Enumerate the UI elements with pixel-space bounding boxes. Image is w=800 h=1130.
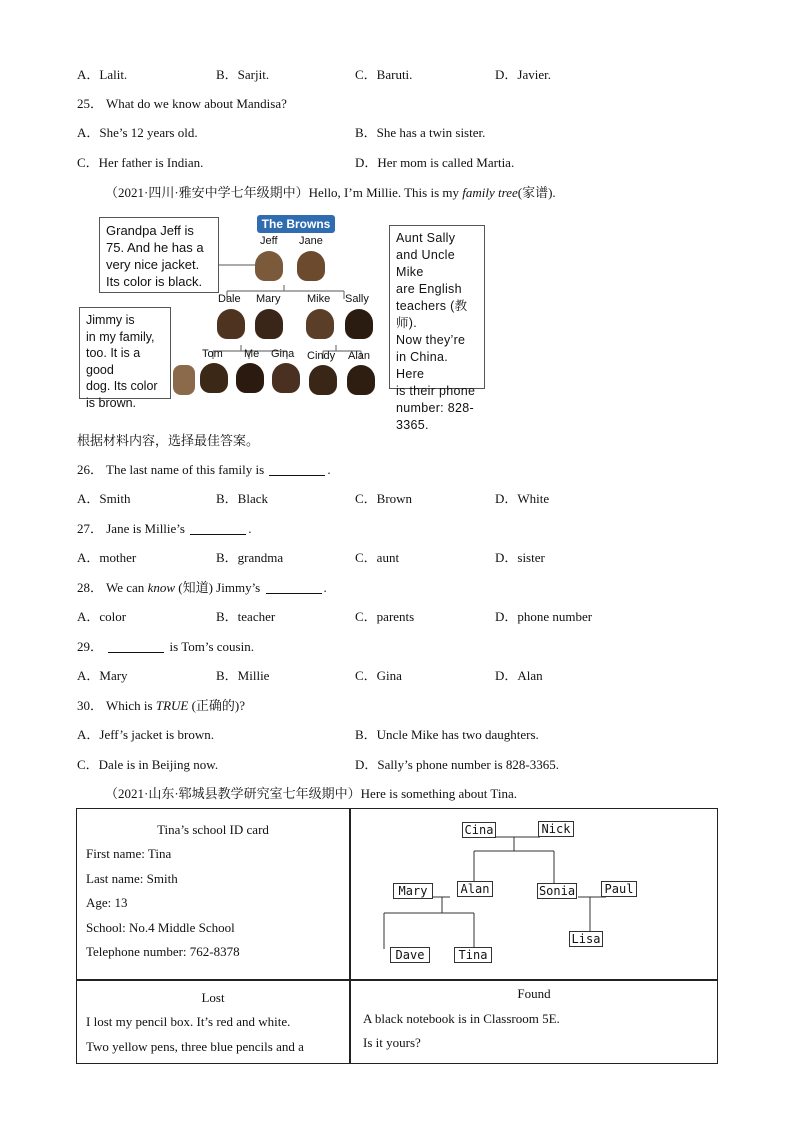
passage2-intro — [105, 182, 556, 201]
q27-text-end: . — [248, 521, 252, 536]
name-jane: Jane — [299, 235, 323, 247]
q26-text: 26． The last name of this family is — [77, 462, 268, 477]
id-card-first-name: First name: Tina — [86, 846, 172, 861]
q28-text-mid: (知道) Jimmy’s — [175, 580, 264, 595]
bubble-line: is their phone — [396, 384, 476, 398]
id-card-title: Tina’s school ID card — [157, 822, 269, 837]
found-line-1: A black notebook is in Classroom 5E. — [363, 1011, 560, 1026]
passage3-intro: （2021·山东·郓城县教学研究室七年级期中）Here is something about Tina. — [105, 786, 518, 801]
face-alan — [347, 365, 375, 395]
q30-text: 30． Which is — [77, 698, 156, 713]
bubble-line: Grandpa Jeff is — [106, 223, 194, 238]
q26-option-c: C．Brown — [355, 491, 413, 506]
lost-line-1: I lost my pencil box. It’s red and white. — [86, 1014, 291, 1029]
q30-option-c: C．Dale is in Beijing now. — [77, 757, 219, 772]
instruction: 根据材料内容，选择最佳答案。 — [77, 433, 260, 448]
answer-blank — [266, 581, 322, 594]
bubble-line: and Uncle Mike — [396, 248, 455, 279]
q29-option-d: D．Alan — [495, 668, 543, 683]
q30-option-a: A．Jeff’s jacket is brown. — [77, 727, 214, 742]
tree2-tina: Tina — [454, 947, 492, 963]
face-dale — [217, 309, 245, 339]
name-jeff: Jeff — [260, 235, 278, 247]
found-line-2: Is it yours? — [363, 1035, 421, 1050]
id-card-school: School: No.4 Middle School — [86, 920, 235, 935]
bubble-line: 75. And he has a — [106, 240, 204, 255]
q30-option-d: D．Sally’s phone number is 828-3365. — [355, 757, 560, 772]
tina-info-table — [76, 808, 718, 1064]
q25-option-b: B．She has a twin sister. — [355, 125, 486, 140]
q30-option-b: B．Uncle Mike has two daughters. — [355, 727, 539, 742]
answer-blank — [269, 463, 325, 476]
family-banner: The Browns — [257, 215, 335, 233]
face-mary — [255, 309, 283, 339]
name-gina: Gina — [271, 348, 295, 360]
family-tree-figure — [77, 213, 487, 432]
q25-stem: 25． What do we know about Mandisa? — [77, 96, 287, 111]
lost-line-2: Two yellow pens, three blue pencils and a — [86, 1039, 304, 1054]
q26-stem — [77, 459, 331, 478]
bubble-line: Its color is black. — [106, 274, 203, 289]
answer-blank — [190, 522, 246, 535]
tree2-alan: Alan — [457, 881, 493, 897]
bubble-line: too. It is a good — [86, 346, 141, 377]
q28-text-end: . — [323, 580, 327, 595]
id-card-age: Age: 13 — [86, 895, 128, 910]
tree2-paul: Paul — [601, 881, 637, 897]
tree2-lisa: Lisa — [569, 931, 603, 947]
name-sally: Sally — [345, 293, 369, 305]
tree2-dave: Dave — [390, 947, 430, 963]
q28-italic: know — [147, 580, 176, 595]
face-mike — [306, 309, 334, 339]
q27-text: 27． Jane is Millie’s — [77, 521, 189, 536]
q30-italic: TRUE — [155, 698, 189, 713]
name-me: Me — [244, 348, 260, 360]
q28-text: 28． We can — [77, 580, 148, 595]
q29-option-a: A．Mary — [77, 668, 128, 683]
q24-option-b: B．Sarjit. — [216, 67, 270, 82]
q26-option-d: D．White — [495, 491, 550, 506]
q27-option-c: C．aunt — [355, 550, 400, 565]
face-gina — [272, 363, 300, 393]
bubble-line: is brown. — [86, 395, 137, 410]
id-card-telephone: Telephone number: 762-8378 — [86, 944, 240, 959]
found-title: Found — [517, 986, 551, 1001]
name-tom: Tom — [202, 348, 223, 360]
tree2-sonia: Sonia — [538, 884, 576, 898]
q28-option-c: C．parents — [355, 609, 415, 624]
bubble-line: are English — [396, 282, 462, 296]
bubble-line: very nice jacket. — [106, 257, 200, 272]
bubble-line: teachers (教师). — [396, 299, 468, 330]
q24-option-a: A．Lalit. — [77, 67, 128, 82]
passage2-text: Hello, I’m Millie. This is my — [308, 185, 463, 200]
passage2-text-end: (家谱). — [517, 185, 556, 200]
q24-option-c: C．Baruti. — [355, 67, 413, 82]
bubble-line: Aunt Sally — [396, 231, 456, 245]
name-cindy: Cindy — [307, 350, 336, 362]
name-mike: Mike — [307, 293, 331, 305]
tree2-nick: Nick — [538, 821, 574, 837]
bubble-line: in China. Here — [396, 350, 449, 381]
bubble-line: 3365. — [396, 418, 429, 432]
face-sally — [345, 309, 373, 339]
q30-stem — [77, 695, 245, 714]
face-tom — [200, 363, 228, 393]
face-jane — [297, 251, 325, 281]
table-divider-horizontal — [77, 979, 717, 981]
q29-stem — [77, 636, 254, 655]
q29-option-c: C．Gina — [355, 668, 402, 683]
q25-option-d: D．Her mom is called Martia. — [355, 155, 515, 170]
face-me — [236, 363, 264, 393]
q27-option-b: B．grandma — [216, 550, 284, 565]
q25-option-c: C．Her father is Indian. — [77, 155, 204, 170]
name-mary: Mary — [256, 293, 281, 305]
bubble-line: in my family, — [86, 329, 155, 344]
q26-option-b: B．Black — [216, 491, 268, 506]
face-cindy — [309, 365, 337, 395]
name-alan: Alan — [348, 350, 371, 362]
lost-title: Lost — [201, 990, 225, 1005]
dog-icon — [173, 365, 195, 395]
q28-option-b: B．teacher — [216, 609, 276, 624]
q28-option-a: A．color — [77, 609, 127, 624]
q26-option-a: A．Smith — [77, 491, 131, 506]
q30-text-end: (正确的)? — [188, 698, 246, 713]
bubble-line: number: 828- — [396, 401, 474, 415]
q29-option-b: B．Millie — [216, 668, 270, 683]
q27-stem — [77, 518, 251, 537]
name-dale: Dale — [218, 293, 241, 305]
q28-stem — [77, 577, 327, 596]
q27-option-d: D．sister — [495, 550, 545, 565]
passage2-italic: family tree — [462, 185, 518, 200]
q29-text-end: is Tom’s cousin. — [166, 639, 254, 654]
q27-option-a: A．mother — [77, 550, 137, 565]
bubble-line: Now they’re — [396, 333, 466, 347]
q29-text: 29． — [77, 639, 107, 654]
face-jeff — [255, 251, 283, 281]
passage2-source: （2021·四川·雅安中学七年级期中） — [105, 185, 309, 200]
bubble-line: dog. Its color — [86, 379, 158, 393]
q25-option-a: A．She’s 12 years old. — [77, 125, 198, 140]
tree2-mary: Mary — [393, 883, 433, 899]
q24-option-d: D．Javier. — [495, 67, 551, 82]
q26-text-end: . — [327, 462, 331, 477]
answer-blank — [108, 640, 164, 653]
id-card-last-name: Last name: Smith — [86, 871, 178, 886]
q28-option-d: D．phone number — [495, 609, 593, 624]
tree2-cina: Cina — [462, 822, 496, 838]
bubble-line: Jimmy is — [86, 313, 135, 327]
